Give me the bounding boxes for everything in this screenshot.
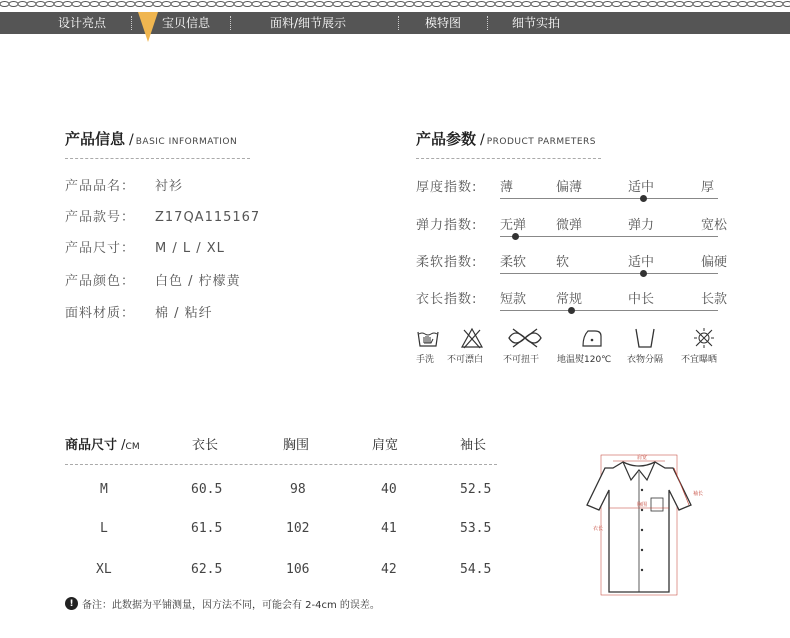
size-cell-size: XL bbox=[96, 562, 112, 577]
chain-link bbox=[441, 2, 450, 7]
chain-link bbox=[90, 2, 99, 7]
chain-link bbox=[603, 2, 612, 7]
shirt-button bbox=[641, 529, 643, 531]
param-option: 无弹 bbox=[500, 218, 527, 233]
param-indicator-dot bbox=[512, 233, 519, 240]
chain-link bbox=[162, 2, 171, 7]
size-col-shoulder: 肩宽 bbox=[372, 438, 399, 453]
chain-link bbox=[171, 2, 180, 7]
chain-link bbox=[297, 2, 306, 7]
param-scale-line bbox=[500, 198, 718, 199]
chain-link bbox=[756, 2, 765, 7]
chain-link bbox=[666, 2, 675, 7]
param-option: 长款 bbox=[701, 292, 728, 307]
size-cell-value: 102 bbox=[286, 521, 310, 536]
chain-link bbox=[567, 2, 576, 7]
size-cell-size: M bbox=[100, 482, 108, 497]
chain-link bbox=[495, 2, 504, 7]
chain-link bbox=[423, 2, 432, 7]
size-cell-value: 60.5 bbox=[191, 482, 223, 497]
no-wring-icon bbox=[505, 326, 545, 350]
info-value: 白色 / 柠檬黄 bbox=[155, 274, 241, 289]
separate-wash-icon bbox=[633, 326, 657, 350]
chain-link bbox=[126, 2, 135, 7]
chain-link bbox=[54, 2, 63, 7]
chain-link bbox=[504, 2, 513, 7]
nav-tab-detail-photos[interactable]: 细节实拍 bbox=[512, 16, 561, 30]
chain-link bbox=[270, 2, 279, 7]
param-option: 宽松 bbox=[701, 218, 728, 233]
info-value: Z17QA115167 bbox=[155, 210, 261, 225]
info-label: 产品颜色： bbox=[65, 274, 136, 289]
nav-separator bbox=[131, 16, 132, 30]
param-option: 弹力 bbox=[628, 218, 655, 233]
param-label: 厚度指数: bbox=[416, 180, 478, 195]
chain-link bbox=[540, 2, 549, 7]
chain-link bbox=[531, 2, 540, 7]
info-value: 衬衫 bbox=[155, 179, 184, 194]
param-label: 弹力指数: bbox=[416, 218, 478, 233]
size-cell-value: 62.5 bbox=[191, 562, 223, 577]
chain-link bbox=[135, 2, 144, 7]
product-params-divider bbox=[416, 158, 601, 159]
param-option: 偏硬 bbox=[701, 255, 728, 270]
product-info-title-text: 产品信息 bbox=[65, 130, 126, 148]
param-option: 偏薄 bbox=[556, 180, 583, 195]
care-label-no-wring: 不可扭干 bbox=[503, 355, 540, 365]
size-table-unit: CM bbox=[125, 442, 140, 452]
chain-link bbox=[783, 2, 790, 7]
param-scale-line bbox=[500, 310, 718, 311]
nav-separator bbox=[398, 16, 399, 30]
chain-link bbox=[477, 2, 486, 7]
care-label-separate-wash: 衣物分隔 bbox=[627, 355, 664, 365]
shirt-measurement-diagram bbox=[575, 450, 715, 600]
chain-link bbox=[522, 2, 531, 7]
chain-link bbox=[72, 2, 81, 7]
exclamation-icon: ! bbox=[65, 597, 78, 610]
product-params-subtitle: PRODUCT PARMETERS bbox=[486, 137, 597, 147]
chain-link bbox=[378, 2, 387, 7]
chain-link bbox=[360, 2, 369, 7]
param-option: 薄 bbox=[500, 180, 514, 195]
size-col-sleeve: 袖长 bbox=[460, 438, 487, 453]
info-label: 产品款号： bbox=[65, 210, 136, 225]
chain-link bbox=[369, 2, 378, 7]
shirt-button bbox=[641, 509, 643, 511]
param-option: 软 bbox=[556, 255, 570, 270]
chain-link bbox=[288, 2, 297, 7]
product-params-title: 产品参数 / PRODUCT PARMETERS bbox=[416, 130, 597, 148]
shirt-button bbox=[641, 489, 643, 491]
chain-link bbox=[216, 2, 225, 7]
param-option: 微弹 bbox=[556, 218, 583, 233]
chain-link bbox=[405, 2, 414, 7]
chain-link bbox=[684, 2, 693, 7]
low-iron-icon bbox=[580, 326, 604, 350]
diagram-label-length: 衣长 bbox=[593, 526, 604, 532]
info-value: M / L / XL bbox=[155, 241, 225, 256]
chain-link bbox=[387, 2, 396, 7]
param-option: 适中 bbox=[628, 180, 655, 195]
chain-link bbox=[144, 2, 153, 7]
chain-link bbox=[117, 2, 126, 7]
chain-link bbox=[738, 2, 747, 7]
chain-link bbox=[252, 2, 261, 7]
chain-link bbox=[198, 2, 207, 7]
chain-link bbox=[315, 2, 324, 7]
size-cell-value: 41 bbox=[381, 521, 397, 536]
chain-link bbox=[549, 2, 558, 7]
chain-link bbox=[693, 2, 702, 7]
chain-link bbox=[306, 2, 315, 7]
chain-link bbox=[711, 2, 720, 7]
no-sun-icon bbox=[692, 326, 716, 350]
size-col-chest: 胸围 bbox=[283, 438, 310, 453]
chain-link bbox=[207, 2, 216, 7]
size-table-title: 商品尺寸 /CM bbox=[65, 438, 140, 453]
param-option: 中长 bbox=[628, 292, 655, 307]
diagram-label-shoulder: 肩宽 bbox=[637, 455, 648, 461]
size-cell-value: 61.5 bbox=[191, 521, 223, 536]
measurement-note bbox=[65, 596, 380, 611]
param-scale-line bbox=[500, 273, 718, 274]
chain-link bbox=[234, 2, 243, 7]
chain-link bbox=[225, 2, 234, 7]
chain-link bbox=[63, 2, 72, 7]
chain-link bbox=[279, 2, 288, 7]
info-label: 产品尺寸： bbox=[65, 241, 136, 256]
param-option: 厚 bbox=[701, 180, 715, 195]
info-row-name bbox=[65, 175, 183, 194]
chain-link bbox=[459, 2, 468, 7]
chain-link bbox=[486, 2, 495, 7]
param-option: 柔软 bbox=[500, 255, 527, 270]
chain-link bbox=[108, 2, 117, 7]
chain-link bbox=[657, 2, 666, 7]
chain-link bbox=[243, 2, 252, 7]
chain-link bbox=[747, 2, 756, 7]
info-row-size bbox=[65, 237, 225, 256]
chain-link bbox=[81, 2, 90, 7]
info-row-style-no bbox=[65, 206, 260, 225]
size-col-length: 衣长 bbox=[192, 438, 219, 453]
shirt-button bbox=[641, 549, 643, 551]
hand-wash-icon bbox=[416, 326, 440, 350]
chain-link bbox=[0, 2, 9, 7]
info-label: 面料材质： bbox=[65, 306, 136, 321]
chain-link bbox=[351, 2, 360, 7]
chain-link bbox=[765, 2, 774, 7]
size-table-divider bbox=[65, 464, 497, 465]
chain-link bbox=[450, 2, 459, 7]
chain-link bbox=[468, 2, 477, 7]
param-option: 常规 bbox=[556, 292, 583, 307]
nav-separator bbox=[487, 16, 488, 30]
product-info-divider bbox=[65, 158, 250, 159]
param-scale-line bbox=[500, 236, 718, 237]
chain-link bbox=[720, 2, 729, 7]
chain-link bbox=[612, 2, 621, 7]
product-params-title-text: 产品参数 bbox=[416, 130, 477, 148]
product-info-subtitle: BASIC INFORMATION bbox=[135, 137, 238, 147]
chain-link bbox=[324, 2, 333, 7]
chain-link bbox=[585, 2, 594, 7]
param-option: 短款 bbox=[500, 292, 527, 307]
shirt-button bbox=[641, 569, 643, 571]
chain-link bbox=[180, 2, 189, 7]
size-table-title-text: 商品尺寸 bbox=[65, 438, 118, 453]
chain-link bbox=[594, 2, 603, 7]
chain-link bbox=[621, 2, 630, 7]
chain-link bbox=[153, 2, 162, 7]
chain-link bbox=[432, 2, 441, 7]
param-indicator-dot bbox=[640, 195, 647, 202]
chain-link bbox=[189, 2, 198, 7]
product-info-title: 产品信息 / BASIC INFORMATION bbox=[65, 130, 238, 148]
nav-tab-model-photos[interactable]: 模特图 bbox=[425, 16, 462, 30]
nav-tab-fabric-details[interactable]: 面料/细节展示 bbox=[270, 16, 347, 30]
chain-link bbox=[576, 2, 585, 7]
chain-link bbox=[414, 2, 423, 7]
size-cell-size: L bbox=[100, 521, 108, 536]
chain-link bbox=[513, 2, 522, 7]
chain-link bbox=[648, 2, 657, 7]
chain-link bbox=[639, 2, 648, 7]
nav-tab-design-highlights[interactable]: 设计亮点 bbox=[58, 16, 107, 30]
chain-link bbox=[630, 2, 639, 7]
chain-link bbox=[558, 2, 567, 7]
size-cell-value: 98 bbox=[290, 482, 306, 497]
size-cell-value: 40 bbox=[381, 482, 397, 497]
param-indicator-dot bbox=[640, 270, 647, 277]
chain-link bbox=[9, 2, 18, 7]
size-cell-value: 106 bbox=[286, 562, 310, 577]
info-row-color bbox=[65, 270, 241, 289]
active-tab-arrow-icon bbox=[138, 12, 158, 42]
decorative-chain-border bbox=[0, 0, 790, 8]
no-bleach-icon bbox=[460, 326, 484, 350]
chain-link bbox=[342, 2, 351, 7]
diagram-label-chest: 胸围 bbox=[637, 502, 648, 508]
chain-link bbox=[45, 2, 54, 7]
nav-tab-product-info[interactable]: 宝贝信息 bbox=[162, 16, 211, 30]
chain-link bbox=[333, 2, 342, 7]
param-label: 衣长指数: bbox=[416, 292, 478, 307]
diagram-label-sleeve: 袖长 bbox=[693, 491, 704, 497]
chain-link bbox=[396, 2, 405, 7]
chain-link bbox=[675, 2, 684, 7]
info-row-material bbox=[65, 302, 213, 321]
param-option: 适中 bbox=[628, 255, 655, 270]
chain-link bbox=[99, 2, 108, 7]
info-label: 产品品名： bbox=[65, 179, 136, 194]
care-label-hand-wash: 手洗 bbox=[416, 355, 435, 365]
param-indicator-dot bbox=[568, 307, 575, 314]
size-cell-value: 42 bbox=[381, 562, 397, 577]
size-cell-value: 54.5 bbox=[460, 562, 492, 577]
measurement-note-text: 备注：此数据为平铺测量，因方法不同，可能会有 2-4cm 的误差。 bbox=[82, 600, 380, 611]
chain-link bbox=[18, 2, 27, 7]
info-value: 棉 / 粘纤 bbox=[155, 306, 213, 321]
chain-link bbox=[729, 2, 738, 7]
care-label-no-sun: 不宜曝晒 bbox=[681, 355, 718, 365]
size-cell-value: 52.5 bbox=[460, 482, 492, 497]
size-cell-value: 53.5 bbox=[460, 521, 492, 536]
chain-link bbox=[27, 2, 36, 7]
chain-link bbox=[702, 2, 711, 7]
section-nav-bar bbox=[0, 12, 790, 34]
nav-separator bbox=[230, 16, 231, 30]
chain-link bbox=[261, 2, 270, 7]
care-label-low-iron: 地温熨120℃ bbox=[557, 355, 612, 365]
param-label: 柔软指数: bbox=[416, 255, 478, 270]
care-label-no-bleach: 不可漂白 bbox=[447, 355, 484, 365]
chain-link bbox=[36, 2, 45, 7]
chain-link bbox=[774, 2, 783, 7]
